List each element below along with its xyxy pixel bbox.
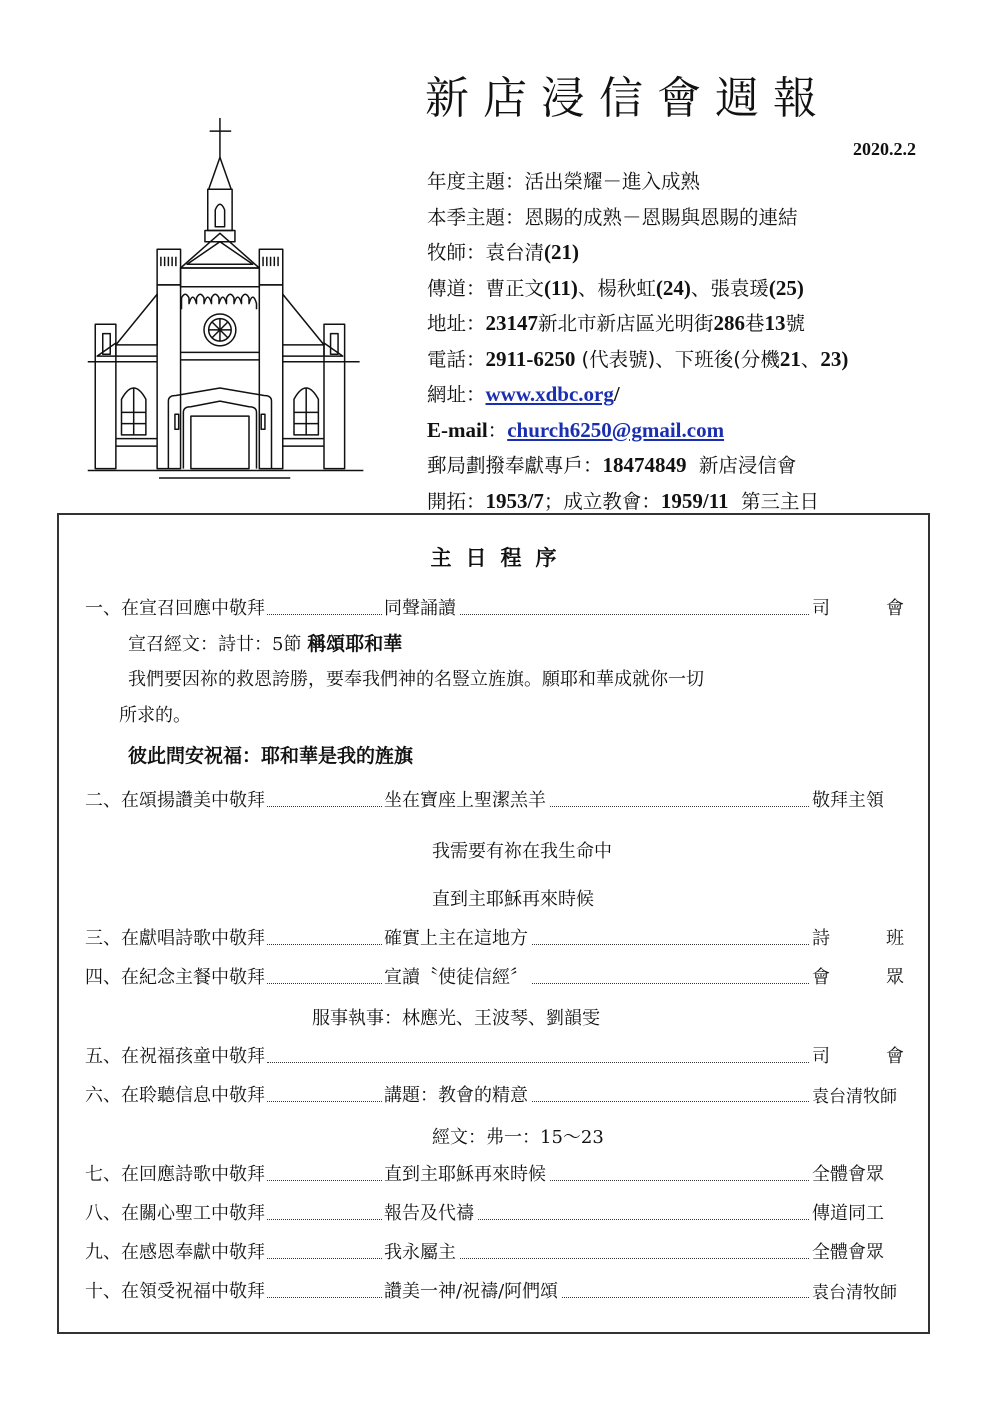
call-text-line: 所求的。 [119,705,191,726]
item-leader [812,1160,904,1186]
dot-leader [267,983,382,984]
item-leader [812,1082,904,1107]
program-item-section [85,786,265,812]
dot-leader [532,983,809,984]
item-number: 九、 [85,1242,121,1263]
season-theme-label: 本季主題： [427,205,525,229]
item-number: 十、 [85,1281,121,1302]
program-item [85,788,904,812]
item-leader [812,594,904,620]
item-section: 在宣召回應中敬拜 [121,598,265,619]
leader-text: 詩 [812,928,830,949]
item-leader [812,786,904,812]
item-section: 在關心聖工中敬拜 [121,1203,265,1224]
program-item-section [85,963,265,989]
program-item [85,1279,904,1303]
preachers [427,271,848,307]
program-title: 主日程序 [430,545,571,570]
program-item-section [85,1277,265,1303]
item-content: 宣讀〝使徒信經〞 [384,967,528,988]
item-number: 四、 [85,967,121,988]
pastor-name: 袁台清 [485,241,545,264]
established-label: ；成立教會： [543,489,661,513]
postal-label: 郵局劃撥奉獻專戶： [427,454,603,477]
email-label: E-mail [427,417,488,442]
program-item-section [85,594,265,620]
phone-note: (代表號)、下班後(分機 [575,347,780,371]
item-section: 在聆聽信息中敬拜 [121,1085,265,1106]
item-section: 在紀念主餐中敬拜 [121,967,265,988]
call-scripture [128,629,402,656]
dot-leader [550,1180,809,1181]
email-link[interactable]: church6250@gmail.com [507,417,725,442]
item-number: 五、 [85,1046,121,1067]
dot-leader [267,806,382,807]
call-text-line: 我們要因祢的救恩誇勝，要奉我們神的名豎立旌旗。願耶和華成就你一切 [128,669,704,690]
leader-text: 袁台清牧師 [812,1283,897,1303]
address-zip: 23147 [485,311,539,335]
dot-leader [460,614,809,615]
address-number-suffix: 號 [785,312,806,335]
preachers-label: 傳道： [427,276,486,300]
phone [427,342,848,378]
website [427,377,848,413]
item-content: 確實上主在這地方 [384,928,528,949]
preacher-extension: (24) [655,275,691,300]
program-item-section [85,1081,265,1107]
item-section: 在回應詩歌中敬拜 [121,1164,265,1185]
pastor-label: 牧師： [427,241,486,264]
separator: 、 [690,276,711,300]
address-street: 新北市新店區光明街 [538,312,714,335]
program-item-section [85,1238,265,1264]
address-number: 13 [764,311,786,335]
bulletin-date: 2020.2.2 [853,139,916,159]
item-leader [812,1042,904,1068]
phone-label: 電話： [427,347,486,371]
leader-text: 傳道同工 [812,1203,884,1224]
dot-leader [267,614,382,615]
greeting: 彼此問安祝福：耶和華是我的旌旗 [128,745,414,767]
item-number: 一、 [85,598,121,619]
preacher-name: 張袁瑗 [710,276,769,300]
dot-leader [460,1258,809,1259]
annual-theme-value: 活出榮耀－進入成熟 [524,170,701,193]
call-scripture-ref: 宣召經文：詩廿：5節 [128,634,302,655]
dot-leader [532,1101,809,1102]
item-content: 我永屬主 [384,1242,456,1263]
pastor-extension: (21) [544,240,580,264]
item-number: 三、 [85,928,121,949]
leader-text: 司 [812,1046,830,1067]
program-item [85,1044,904,1068]
church-illustration [84,106,384,490]
pastor [427,235,848,271]
program-item-section [85,1199,265,1225]
phone-ext: 21 [779,346,801,371]
established-note: 第三主日 [728,489,819,513]
item-content: 講題：教會的精意 [384,1085,528,1106]
website-link[interactable]: www.xdbc.org [485,382,614,406]
item-content: 坐在寶座上聖潔羔羊 [384,790,546,811]
item-number: 六、 [85,1085,121,1106]
item-section: 在祝福孩童中敬拜 [121,1046,265,1067]
dot-leader [267,1180,382,1181]
item-section: 在獻唱詩歌中敬拜 [121,928,265,949]
phone-number: 2911-6250 [485,346,576,371]
program-item [85,1083,904,1107]
program-item [85,965,904,989]
leader-text: 會 [886,598,904,619]
website-slash: / [613,382,620,406]
address [427,306,848,342]
bulletin-title: 新店浸信會週報 [425,73,831,124]
leader-text: 會 [886,1046,904,1067]
item-content: 同聲誦讀 [384,598,456,619]
founded-label: 開拓： [427,489,486,513]
website-label: 網址： [427,383,486,406]
song-line: 直到主耶穌再來時候 [432,889,594,910]
item-number: 二、 [85,790,121,811]
item-content: 讚美一神/祝禱/阿們頌 [384,1281,559,1302]
preacher-name: 楊秋虹 [597,276,656,300]
church-info [427,164,848,519]
item-leader [812,963,904,989]
item-leader [812,1238,904,1264]
program-item [85,1162,904,1186]
item-section: 在領受祝福中敬拜 [121,1281,265,1302]
program-item [85,1201,904,1225]
item-leader [812,924,904,950]
program-item [85,926,904,950]
dot-leader [267,1062,809,1063]
dot-leader [267,1101,382,1102]
program-item-section [85,924,265,950]
church-door [191,416,249,469]
call-scripture-title: 稱頌耶和華 [307,633,403,655]
preacher-extension: (25) [768,275,804,300]
item-number: 七、 [85,1164,121,1185]
dot-leader [562,1297,809,1298]
dot-leader [267,1258,382,1259]
email [427,413,848,449]
separator: 、 [577,276,598,300]
annual-theme-label: 年度主題： [427,170,525,193]
program-item-section [85,1160,265,1186]
dot-leader [478,1219,809,1220]
leader-text: 袁台清牧師 [812,1087,897,1107]
program-box [57,513,930,1334]
email-colon: ： [487,418,508,442]
established-date: 1959/11 [660,488,729,513]
item-leader [812,1278,904,1303]
servers: 服事執事：林應光、王波琴、劉韻雯 [312,1008,600,1029]
dot-leader [267,944,382,945]
postal-account-number: 18474849 [602,453,687,477]
dot-leader [550,806,809,807]
address-lane: 巷 [745,312,765,335]
preacher-name: 曹正文 [485,276,545,300]
leader-text: 眾 [886,967,904,988]
leader-text: 全體會眾 [812,1164,884,1185]
dot-leader [267,1297,382,1298]
item-leader [812,1199,904,1225]
item-section: 在感恩奉獻中敬拜 [121,1242,265,1263]
item-section: 在頌揚讚美中敬拜 [121,790,265,811]
address-lane-number: 286 [713,311,746,335]
preacher-extension: (11) [544,275,578,300]
leader-text: 班 [886,928,904,949]
item-content: 報告及代禱 [384,1203,474,1224]
program-item [85,596,904,620]
leader-text: 全體會眾 [812,1242,884,1263]
dot-leader [532,944,809,945]
item-number: 八、 [85,1203,121,1224]
postal-account [427,448,848,484]
phone-ext: 23) [820,346,849,371]
item-content: 直到主耶穌再來時候 [384,1164,546,1185]
postal-account-name: 新店浸信會 [686,454,797,477]
song-line: 我需要有祢在我生命中 [432,841,612,862]
annual-theme [427,164,848,200]
dot-leader [267,1219,382,1220]
separator: 、 [800,347,821,371]
leader-text: 會 [812,967,830,988]
address-label: 地址： [427,312,486,335]
founded-date: 1953/7 [485,488,544,513]
program-item-section [85,1042,265,1068]
leader-text: 司 [812,598,830,619]
program-item [85,1240,904,1264]
season-theme-value: 恩賜的成熟－恩賜與恩賜的連結 [524,205,798,229]
season-theme [427,200,848,236]
leader-text: 敬拜主領 [812,790,884,811]
sermon-scripture: 經文：弗一：15～23 [432,1127,604,1148]
